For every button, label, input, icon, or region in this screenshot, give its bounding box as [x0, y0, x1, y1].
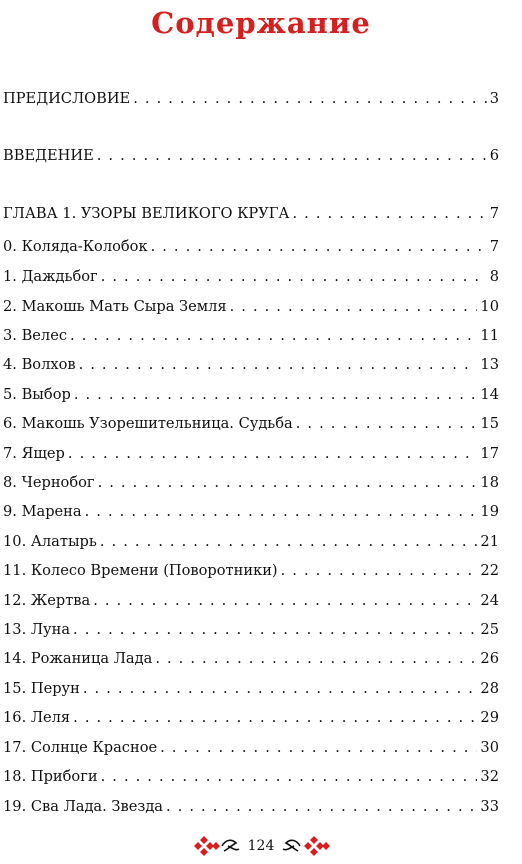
- toc-entry-page: 10: [480, 298, 499, 315]
- toc-entry-page: 13: [480, 356, 499, 373]
- toc-entry-page: 17: [480, 445, 499, 462]
- dot-leader: [97, 145, 487, 167]
- toc-entry-title: 3. Велес: [3, 327, 68, 344]
- toc-entry-page: 11: [480, 327, 499, 344]
- dot-leader: [230, 296, 478, 318]
- toc-entry-title: 15. Перун: [3, 680, 80, 697]
- dot-leader: [98, 472, 478, 494]
- toc-entry-title: 0. Коляда-Колобок: [3, 238, 148, 255]
- toc-entry: [3, 501, 499, 523]
- toc-entry: [3, 590, 499, 612]
- toc-entry-title: 7. Ящер: [3, 445, 65, 462]
- toc-entry-page: 32: [480, 768, 499, 785]
- dot-leader: [68, 443, 478, 465]
- toc-entry: [3, 236, 499, 258]
- toc-entry-page: 24: [480, 592, 499, 609]
- dot-leader: [74, 384, 478, 406]
- toc-entry-title: 14. Рожаница Лада: [3, 650, 153, 667]
- toc-entry-title: 2. Макошь Мать Сыра Земля: [3, 298, 227, 315]
- toc-entry: [3, 325, 499, 347]
- dot-leader: [70, 325, 477, 347]
- toc-entry-title: 16. Леля: [3, 709, 71, 726]
- toc-entry: [3, 678, 499, 700]
- toc-entry: [3, 737, 499, 759]
- page-footer: [0, 834, 522, 858]
- dot-leader: [166, 796, 477, 818]
- toc-entry: [3, 413, 499, 435]
- dot-leader: [73, 619, 477, 641]
- toc-entry-page: 6: [489, 147, 499, 164]
- dot-leader: [93, 590, 477, 612]
- toc-entry: [3, 472, 499, 494]
- toc-entry: [3, 796, 499, 818]
- toc-entry-page: 29: [480, 709, 499, 726]
- toc-entry-page: 7: [489, 238, 499, 255]
- toc-entry: [3, 88, 499, 110]
- toc-entry: [3, 384, 499, 406]
- dot-leader: [155, 648, 477, 670]
- dot-leader: [101, 266, 487, 288]
- toc-entry-page: 33: [480, 798, 499, 815]
- page-number: 124: [247, 838, 275, 854]
- toc-entry-title: 5. Выбор: [3, 386, 71, 403]
- toc-entry-page: 15: [480, 415, 499, 432]
- toc-entry-title: ПРЕДИСЛОВИЕ: [3, 90, 131, 107]
- toc-entry-page: 30: [480, 739, 499, 756]
- toc-entry-page: 28: [480, 680, 499, 697]
- toc-entry-title: 12. Жертва: [3, 592, 91, 609]
- toc-entry-title: 1. Даждьбог: [3, 268, 98, 285]
- dot-leader: [160, 737, 477, 759]
- toc-entry-title: 8. Чернобог: [3, 474, 95, 491]
- toc-entry-page: 8: [489, 268, 499, 285]
- dot-leader: [79, 354, 478, 376]
- toc-entry-title: ВВЕДЕНИЕ: [3, 147, 94, 164]
- toc-entry: [3, 707, 499, 729]
- dot-leader: [292, 203, 486, 225]
- dot-leader: [83, 678, 478, 700]
- toc-entry-page: 7: [489, 205, 499, 222]
- toc-entry-title: 10. Алатырь: [3, 533, 97, 550]
- toc-entry: [3, 354, 499, 376]
- right-ornament-icon: [280, 835, 330, 857]
- toc-entry-page: 26: [480, 650, 499, 667]
- toc-entry-page: 25: [480, 621, 499, 638]
- dot-leader: [281, 560, 478, 582]
- toc-entry-title: 9. Марена: [3, 503, 82, 520]
- dot-leader: [151, 236, 487, 258]
- toc-entry: [3, 443, 499, 465]
- toc-entry-title: 19. Сва Лада. Звезда: [3, 798, 164, 815]
- toc-entry: [3, 531, 499, 553]
- toc-entry: [3, 145, 499, 167]
- toc-entry-page: 14: [480, 386, 499, 403]
- dot-leader: [296, 413, 478, 435]
- toc-entry: [3, 266, 499, 288]
- toc-entry: [3, 648, 499, 670]
- page-title: Содержание: [151, 6, 371, 40]
- toc-entry-page: 3: [489, 90, 499, 107]
- toc-entry-page: 18: [480, 474, 499, 491]
- toc-entry: [3, 296, 499, 318]
- left-ornament-icon: [192, 835, 242, 857]
- toc-entry: [3, 766, 499, 788]
- toc-entry-title: 6. Макошь Узорешительница. Судьба: [3, 415, 293, 432]
- dot-leader: [101, 766, 478, 788]
- toc-entry: [3, 619, 499, 641]
- toc-entry-title: 13. Луна: [3, 621, 71, 638]
- toc-entry-page: 21: [480, 533, 499, 550]
- toc-entry-page: 22: [480, 562, 499, 579]
- toc-entry-title: 18. Прибоги: [3, 768, 98, 785]
- toc-entry: [3, 203, 499, 225]
- toc-entry-page: 19: [480, 503, 499, 520]
- dot-leader: [73, 707, 477, 729]
- dot-leader: [100, 531, 478, 553]
- toc-entry-title: 4. Волхов: [3, 356, 76, 373]
- toc-entry-title: ГЛАВА 1. УЗОРЫ ВЕЛИКОГО КРУГА: [3, 205, 290, 222]
- toc-entry: [3, 560, 499, 582]
- toc-entry-title: 17. Солнце Красное: [3, 739, 158, 756]
- dot-leader: [133, 88, 486, 110]
- toc-entry-title: 11. Колесо Времени (Поворотники): [3, 562, 278, 579]
- dot-leader: [85, 501, 478, 523]
